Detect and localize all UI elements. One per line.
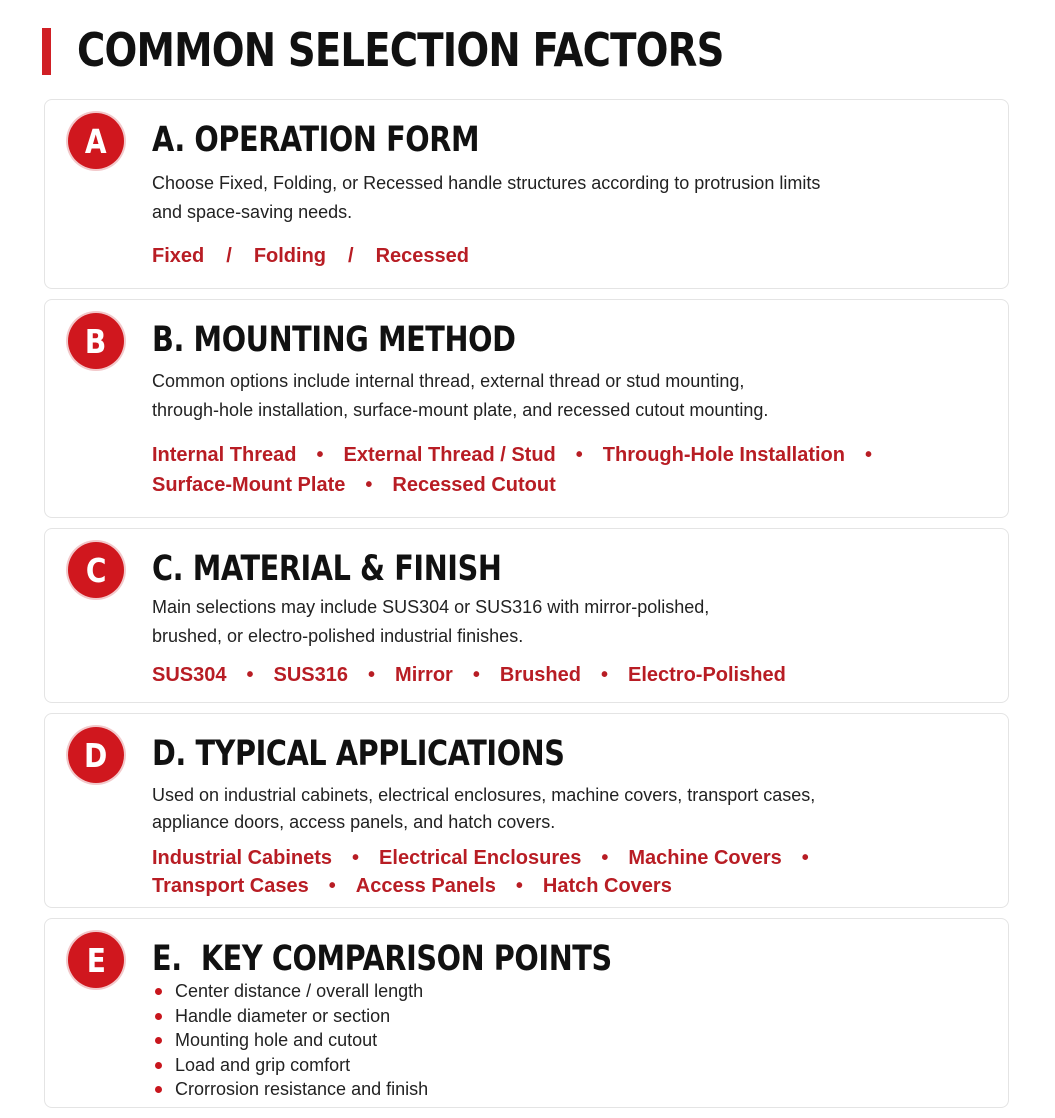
- tag: Surface-Mount Plate: [152, 474, 346, 496]
- page-title: COMMON SELECTION FACTORS: [77, 23, 724, 77]
- list-item: Load and grip comfort: [152, 1053, 428, 1078]
- section-c-card: [44, 528, 1009, 703]
- comparison-points-list: [152, 979, 428, 1102]
- section-d-tags: Industrial Cabinets • Electrical Enclosures • Machine Covers • Transport Cases • Access Panels • Hatch Covers: [152, 844, 829, 900]
- section-c-title: C. MATERIAL & FINISH: [152, 549, 502, 589]
- section-a-title: A. OPERATION FORM: [152, 120, 480, 160]
- tag: Hatch Covers: [542, 875, 672, 897]
- tag: Recessed: [375, 245, 469, 267]
- tag: Fixed: [152, 245, 205, 267]
- section-c-description: Main selections may include SUS304 or SUS316 with mirror-polished, brushed, or electro-polished industrial finishes.: [152, 597, 710, 646]
- tag: Electro-Polished: [627, 664, 786, 686]
- tag: Machine Covers: [628, 847, 782, 869]
- tag: SUS304: [152, 664, 227, 686]
- section-b-description: Common options include internal thread, external thread or stud mounting, through-hole installation, surface-mount plate, and recessed cutout mounting.: [152, 371, 769, 420]
- list-item: Mounting hole and cutout: [152, 1028, 428, 1053]
- section-b-badge: B: [68, 313, 124, 369]
- tag: Folding: [253, 245, 327, 267]
- tag: Mirror: [395, 664, 453, 686]
- tag: Transport Cases: [152, 875, 309, 897]
- tag: SUS316: [273, 664, 349, 686]
- section-d-title: D. TYPICAL APPLICATIONS: [152, 734, 565, 774]
- tag: Through-Hole Installation: [602, 444, 845, 466]
- list-item: Handle diameter or section: [152, 1004, 428, 1029]
- section-c-badge: C: [68, 542, 124, 598]
- tag: Recessed Cutout: [392, 474, 556, 496]
- tag: External Thread / Stud: [343, 444, 556, 466]
- page-header: [40, 20, 1020, 80]
- section-e-card: [44, 918, 1009, 1108]
- section-e-badge: E: [68, 932, 124, 988]
- section-a-description: Choose Fixed, Folding, or Recessed handle structures according to protrusion limits and space-saving needs.: [152, 173, 821, 222]
- tag: Access Panels: [355, 875, 496, 897]
- section-d-description: Used on industrial cabinets, electrical enclosures, machine covers, transport cases, appliance doors, access panels, and hatch covers.: [152, 785, 816, 832]
- section-d-badge: D: [68, 727, 124, 783]
- accent-bar: [42, 28, 51, 75]
- section-a-tags: Fixed / Folding / Recessed: [152, 241, 469, 271]
- tag: Electrical Enclosures: [379, 847, 582, 869]
- tag: Internal Thread: [152, 444, 297, 466]
- tag: Industrial Cabinets: [152, 847, 333, 869]
- section-b-tags: Internal Thread • External Thread / Stud • Through-Hole Installation • Surface-Mount Plate • Recessed Cutout: [152, 440, 892, 500]
- section-c-tags: SUS304 • SUS316 • Mirror • Brushed • Electro-Polished: [152, 660, 786, 690]
- section-a-card: [44, 99, 1009, 289]
- tag: Brushed: [499, 664, 581, 686]
- list-item: Center distance / overall length: [152, 979, 428, 1004]
- section-a-badge: A: [68, 113, 124, 169]
- section-b-title: B. MOUNTING METHOD: [152, 320, 516, 360]
- section-e-title: E. KEY COMPARISON POINTS: [152, 939, 612, 979]
- section-d-card: [44, 713, 1009, 908]
- list-item: Crorrosion resistance and finish: [152, 1077, 428, 1102]
- section-b-card: [44, 299, 1009, 518]
